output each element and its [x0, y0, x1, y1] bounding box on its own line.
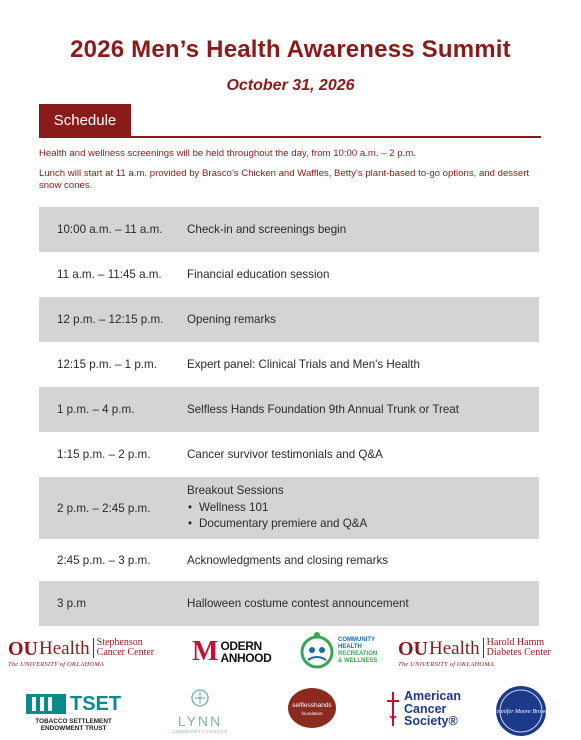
table-row — [39, 581, 539, 626]
lynn-logo: LYNN COMMUNITY LEGACY — [172, 686, 228, 734]
selfless-hands-badge-icon — [276, 686, 348, 730]
row-event: Halloween costume contest announcement — [187, 597, 409, 610]
svg-text:foundation: foundation — [301, 711, 323, 716]
breakout-list — [187, 501, 539, 530]
svg-text:Jennifer Moore Brown: Jennifer Moore Brown — [494, 709, 548, 715]
m-mark-icon: M — [192, 636, 219, 667]
row-event: Cancer survivor testimonials and Q&A — [187, 448, 383, 461]
row-time: 1 p.m. – 4 p.m. — [57, 403, 135, 416]
row-event: Expert panel: Clinical Trials and Men's Health — [187, 358, 420, 371]
ou-hamm-logo: OU Health Harold Hamm Diabetes Center The UNIVERSITY of OKLAHOMA — [398, 637, 551, 668]
row-event: Financial education session — [187, 268, 330, 281]
table-row — [39, 252, 539, 297]
event-date: October 31, 2026 — [226, 77, 355, 94]
row-time: 2 p.m. – 2:45 p.m. — [57, 501, 151, 515]
ou-mark-icon: OU — [398, 638, 428, 660]
row-time: 12:15 p.m. – 1 p.m. — [57, 358, 157, 371]
seal-icon — [494, 684, 548, 738]
schedule-header — [39, 104, 541, 138]
lynn-mark-icon — [172, 686, 228, 708]
community-globe-icon — [300, 630, 334, 672]
schedule-table — [39, 207, 539, 626]
acs-logo: American Cancer Society® — [386, 690, 461, 728]
row-event: Selfless Hands Foundation 9th Annual Trunk or Treat — [187, 403, 459, 416]
schedule-tab: Schedule — [39, 104, 131, 138]
ou-mark-icon: OU — [8, 638, 38, 660]
tset-logo: TSET TOBACCO SETTLEMENT ENDOWMENT TRUST — [26, 694, 121, 732]
list-item: • Wellness 101 — [187, 501, 539, 514]
selfless-hands-logo — [276, 686, 348, 735]
modern-manhood-logo: M ODERN ANHOOD — [192, 636, 272, 667]
row-time: 1:15 p.m. – 2 p.m. — [57, 448, 151, 461]
sponsor-logos — [0, 628, 581, 740]
foundation-seal — [494, 684, 548, 740]
screening-note: Health and wellness screenings will be held throughout the day, from 10:00 a.m. – 2 p.m. — [39, 148, 416, 159]
breakout-title: Breakout Sessions — [187, 483, 284, 497]
row-event — [187, 484, 539, 533]
table-row — [39, 297, 539, 342]
tset-mark-icon — [26, 694, 66, 714]
row-time: 2:45 p.m. – 3 p.m. — [57, 553, 151, 567]
page-title: 2026 Men’s Health Awareness Summit — [70, 36, 511, 63]
community-health-logo: COMMUNITY HEALTH RECREATION & WELLNESS — [300, 630, 377, 672]
lunch-note: Lunch will start at 11 a.m. provided by Brasco’s Chicken and Waffles, Betty’s plant-based to-go options, and dessert snow cones. — [39, 168, 530, 191]
row-event: Opening remarks — [187, 313, 276, 326]
row-time: 11 a.m. – 11:45 a.m. — [57, 268, 162, 281]
table-row — [39, 477, 539, 539]
svg-text:selflesshands: selflesshands — [292, 702, 332, 709]
row-time: 12 p.m. – 12:15 p.m. — [57, 313, 164, 326]
row-time: 3 p.m — [57, 597, 86, 610]
list-item: • Documentary premiere and Q&A — [187, 517, 539, 530]
table-row — [39, 207, 539, 252]
row-time: 10:00 a.m. – 11 a.m. — [57, 223, 163, 236]
table-row — [39, 539, 539, 581]
ou-stephenson-logo: OU Health Stephenson Cancer Center The UNIVERSITY of OKLAHOMA — [8, 637, 155, 668]
table-row — [39, 387, 539, 432]
table-row — [39, 342, 539, 387]
row-event: Check-in and screenings begin — [187, 223, 347, 236]
table-row — [39, 432, 539, 477]
acs-sword-icon — [386, 690, 400, 728]
row-event: Acknowledgments and closing remarks — [187, 553, 389, 567]
